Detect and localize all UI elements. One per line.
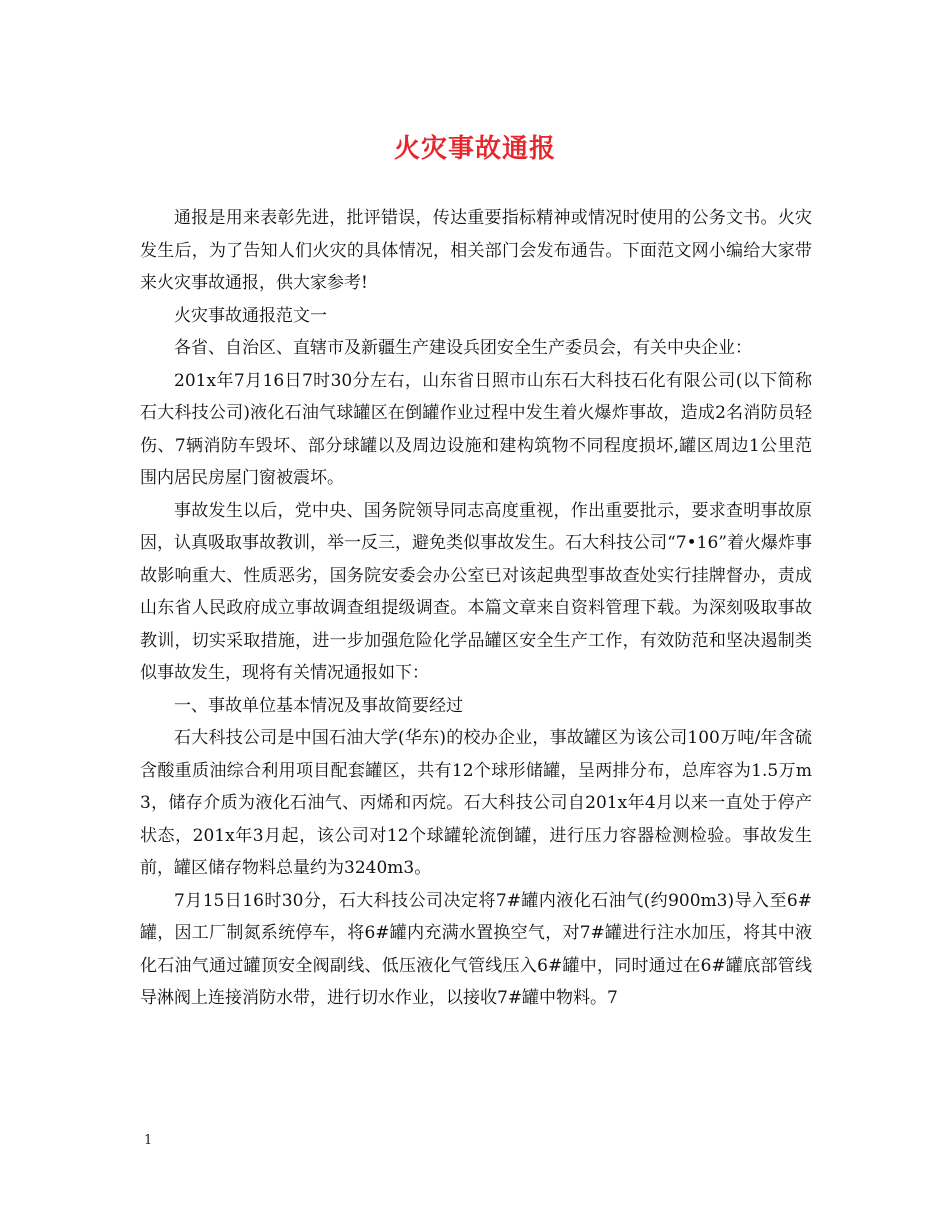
paragraph-addressee: 各省、自治区、直辖市及新疆生产建设兵团安全生产委员会，有关中央企业： bbox=[174, 338, 752, 358]
paragraph-accident-summary: 201x年7月16日7时30分左右，山东省日照市山东石大科技石化有限公司(以下简称石大科技公司)液化石油气球罐区在倒罐作业过程中发生着火爆炸事故，造成2名消防员轻伤、7辆消防车毁坏、部分球罐以及周边设施和建构筑物不同程度损坏,罐区周边1公里范围内居民房屋门窗被震坏。 bbox=[140, 370, 812, 488]
page-number: 1 bbox=[144, 1133, 153, 1148]
paragraph-intro: 通报是用来表彰先进，批评错误，传达重要指标精神或情况时使用的公务文书。火灾发生后，为了告知人们火灾的具体情况，相关部门会发布通告。下面范文网小编给大家带来火灾事故通报，供大家参考! bbox=[140, 208, 812, 293]
paragraph-section-heading: 一、事故单位基本情况及事故简要经过 bbox=[174, 695, 463, 716]
paragraph-timeline: 7月15日16时30分，石大科技公司决定将7#罐内液化石油气(约900m3)导入至6#罐，因工厂制氮系统停车，将6#罐内充满水置换空气，对7#罐进行注水加压，将其中液化石油气通过罐顶安全阀副线、低压液化气管线压入6#罐中，同时通过在6#罐底部管线导淋阀上连接消防水带，进行切水作业，以接收7#罐中物料。7 bbox=[140, 890, 812, 1008]
paragraph-company-info: 石大科技公司是中国石油大学(华东)的校办企业，事故罐区为该公司100万吨/年含硫含酸重质油综合利用项目配套罐区，共有12个球形储罐，呈两排分布，总库容为1.5万m3，储存介质为液化石油气、丙烯和丙烷。石大科技公司自201x年4月以来一直处于停产状态，201x年3月起，该公司对12个球罐轮流倒罐，进行压力容器检测检验。事故发生前，罐区储存物料总量约为3240m3。 bbox=[140, 728, 812, 878]
paragraph-sample-heading: 火灾事故通报范文一 bbox=[174, 305, 327, 326]
paragraph-response: 事故发生以后，党中央、国务院领导同志高度重视，作出重要批示，要求查明事故原因，认真吸取事故教训，举一反三，避免类似事故发生。石大科技公司“7•16”着火爆炸事故影响重大、性质恶劣，国务院安委会办公室已对该起典型事故查处实行挂牌督办，责成山东省人民政府成立事故调查组提级调查。本篇文章来自资料管理下载。为深刻吸取事故教训，切实采取措施，进一步加强危险化学品罐区安全生产工作，有效防范和坚决遏制类似事故发生，现将有关情况通报如下： bbox=[140, 500, 812, 683]
document-title: 火灾事故通报 bbox=[393, 134, 556, 164]
document-body bbox=[140, 202, 812, 1015]
